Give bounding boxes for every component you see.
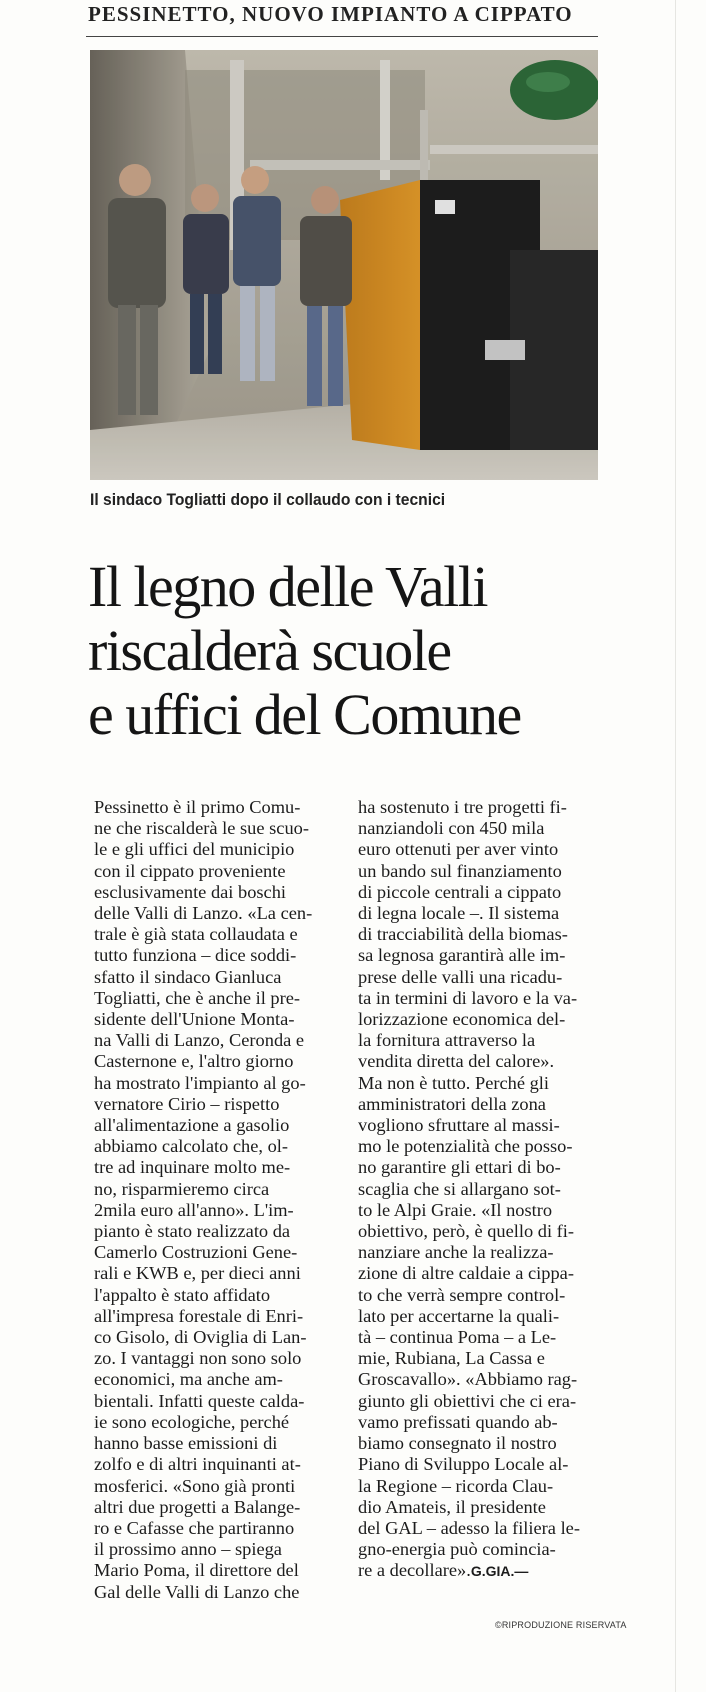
body-line: Casternone e, l'altro giorno <box>94 1051 294 1072</box>
article-body-column-1 <box>94 797 344 1603</box>
body-line: all'impresa forestale di Enri- <box>94 1305 304 1326</box>
body-line: hanno basse emissioni di <box>94 1433 278 1454</box>
body-line: la Regione – ricorda Clau- <box>358 1475 554 1496</box>
body-last-line: re a decollare». <box>358 1560 471 1581</box>
body-line: Mario Poma, il direttore del <box>94 1560 299 1581</box>
body-line: vendita diretta del calore». <box>358 1051 555 1072</box>
body-line: Groscavallo». «Abbiamo rag- <box>358 1369 578 1390</box>
body-line: lato per accertarne la quali- <box>358 1305 560 1326</box>
body-line: to che verrà sempre control- <box>358 1284 566 1305</box>
body-line <box>358 1560 613 1582</box>
body-line: zo. I vantaggi non sono solo <box>94 1348 302 1369</box>
body-line: all'alimentazione a gasolio <box>94 1115 290 1136</box>
article-headline <box>88 555 648 747</box>
body-line: biamo consegnato il nostro <box>358 1433 557 1454</box>
body-line: Gal delle Valli di Lanzo che <box>94 1581 300 1602</box>
headline-line: Il legno delle Valli <box>88 554 487 619</box>
body-line: Camerlo Costruzioni Gene- <box>94 1242 298 1263</box>
body-line: altri due progetti a Balange- <box>94 1496 301 1517</box>
body-line: mosferici. «Sono già pronti <box>94 1475 296 1496</box>
body-line: con il cippato proveniente <box>94 860 286 881</box>
body-line: mie, Rubiana, La Cassa e <box>358 1348 545 1369</box>
body-line: giunto gli obiettivi che ci era- <box>358 1390 577 1411</box>
body-line: mo le potenzialità che posso- <box>358 1136 573 1157</box>
body-line: del GAL – adesso la filiera le- <box>358 1517 580 1538</box>
body-line: delle Valli di Lanzo. «La cen- <box>94 903 313 924</box>
body-line: no, risparmieremo circa <box>94 1178 270 1199</box>
body-line: scaglia che si allargano sot- <box>358 1178 561 1199</box>
body-line: ie sono ecologiche, perché <box>94 1411 290 1432</box>
body-line: Pessinetto è il primo Comu- <box>94 797 301 817</box>
body-line: vernatore Cirio – rispetto <box>94 1093 280 1114</box>
body-line: la fornitura attraverso la <box>358 1030 536 1051</box>
body-line: ha mostrato l'impianto al go- <box>94 1072 306 1093</box>
body-line: economici, ma anche am- <box>94 1369 283 1390</box>
author-signoff: G.GIA.— <box>470 1563 529 1580</box>
body-line: ta in termini di lavoro e la va- <box>358 987 578 1008</box>
body-line: no garantire gli ettari di bo- <box>358 1157 561 1178</box>
page-fold-shadow <box>675 0 676 1692</box>
body-line: ne che riscalderà le sue scuo- <box>94 818 309 839</box>
body-line: vogliono sfruttare al massi- <box>358 1115 560 1136</box>
body-line: sa legnosa garantirà alle im- <box>358 945 566 966</box>
kicker-rule <box>86 36 598 37</box>
body-line: euro ottenuti per aver vinto <box>358 839 559 860</box>
body-line: sidente dell'Unione Monta- <box>94 1009 295 1030</box>
article-body-column-2 <box>358 797 613 1583</box>
body-line: esclusivamente dai boschi <box>94 881 287 902</box>
body-line: il prossimo anno – spiega <box>94 1539 282 1560</box>
body-line: abbiamo calcolato che, ol- <box>94 1136 289 1157</box>
body-line: vamo prefissati quando ab- <box>358 1411 558 1432</box>
body-line: Ma non è tutto. Perché gli <box>358 1072 550 1093</box>
body-line: pianto è stato realizzato da <box>94 1221 291 1242</box>
body-line: rali e KWB e, per dieci anni <box>94 1263 301 1284</box>
body-line: amministratori della zona <box>358 1093 546 1114</box>
body-line: di legna locale –. Il sistema <box>358 903 560 924</box>
body-line: tà – continua Poma – a Le- <box>358 1327 557 1348</box>
body-line: dio Amateis, il presidente <box>358 1496 546 1517</box>
body-line: nanziare anche la realizza- <box>358 1242 554 1263</box>
body-line: zione di altre caldaie a cippa- <box>358 1263 574 1284</box>
headline-line: riscalderà scuole <box>88 618 451 683</box>
body-line: bientali. Infatti queste calda- <box>94 1390 305 1411</box>
body-line: sfatto il sindaco Gianluca <box>94 966 282 987</box>
article-kicker: PESSINETTO, NUOVO IMPIANTO A CIPPATO <box>88 2 573 26</box>
body-line: un bando sul finanziamento <box>358 860 562 881</box>
body-line: di tracciabilità della biomas- <box>358 924 568 945</box>
headline-line: e uffici del Comune <box>88 682 521 747</box>
body-line: Togliatti, che è anche il pre- <box>94 987 301 1008</box>
body-line: le e gli uffici del municipio <box>94 839 295 860</box>
body-line: nanziandoli con 450 mila <box>358 818 545 839</box>
body-line: trale è già stata collaudata e <box>94 924 298 945</box>
body-line: prese delle valli una ricadu- <box>358 966 563 987</box>
body-line: tre ad inquinare molto me- <box>94 1157 291 1178</box>
body-line: Piano di Sviluppo Locale al- <box>358 1454 569 1475</box>
body-line: l'appalto è stato affidato <box>94 1284 271 1305</box>
body-line: obiettivo, però, è quello di fi- <box>358 1221 575 1242</box>
body-line: ha sostenuto i tre progetti fi- <box>358 797 567 817</box>
body-line: tutto funziona – dice soddi- <box>94 945 297 966</box>
body-line: 2mila euro all'anno». L'im- <box>94 1199 294 1220</box>
body-line: to le Alpi Graie. «Il nostro <box>358 1199 553 1220</box>
body-line: zolfo e di altri inquinanti at- <box>94 1454 301 1475</box>
body-line: ro e Cafasse che partiranno <box>94 1517 295 1538</box>
body-line: di piccole centrali a cippato <box>358 881 562 902</box>
body-line: na Valli di Lanzo, Ceronda e <box>94 1030 305 1051</box>
body-line: lorizzazione economica del- <box>358 1009 566 1030</box>
photo-caption: Il sindaco Togliatti dopo il collaudo con i tecnici <box>90 490 446 509</box>
boiler-room-photo <box>90 50 598 480</box>
body-line: gno-energia può comincia- <box>358 1539 556 1560</box>
body-line: co Gisolo, di Oviglia di Lan- <box>94 1327 307 1348</box>
copyright-notice: ©RIPRODUZIONE RISERVATA <box>495 1620 627 1630</box>
article-photo <box>90 50 598 480</box>
